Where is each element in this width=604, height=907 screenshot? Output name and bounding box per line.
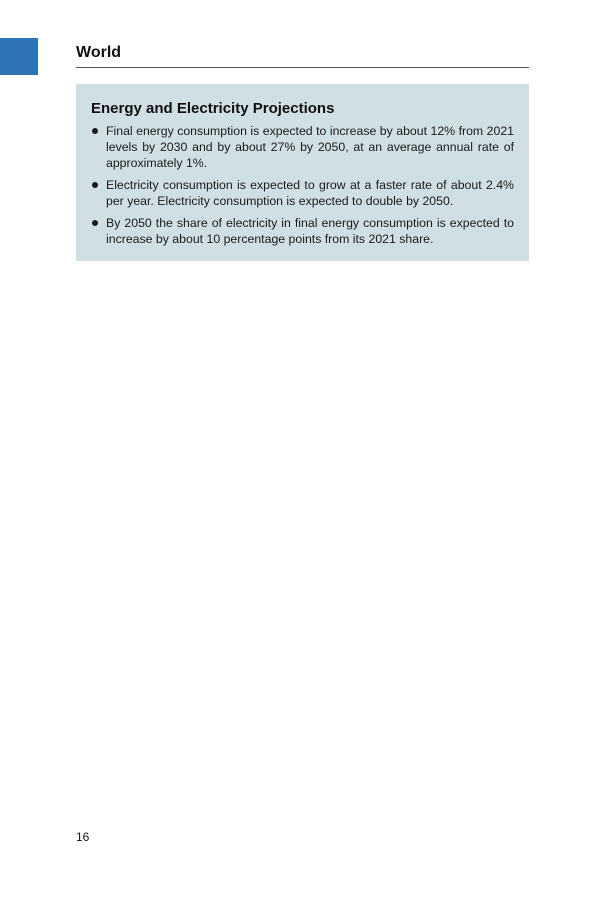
bullet-item xyxy=(91,215,514,247)
bullet-list xyxy=(91,123,514,247)
bullet-icon xyxy=(92,128,98,134)
projections-box xyxy=(76,84,529,261)
bullet-item xyxy=(91,123,514,171)
page-number: 16 xyxy=(76,830,90,844)
page-header xyxy=(76,44,529,68)
bullet-icon xyxy=(92,182,98,188)
bullet-text: Electricity consumption is expected to grow at a faster rate of about 2.4% per year. Electricity consumption is expected to double by 2050. xyxy=(106,178,514,208)
box-title: Energy and Electricity Projections xyxy=(91,100,335,117)
bullet-text: By 2050 the share of electricity in final energy consumption is expected to increase by about 10 percentage points from its 2021 share. xyxy=(106,216,514,246)
bullet-text: Final energy consumption is expected to increase by about 12% from 2021 levels by 2030 and by about 27% by 2050, at an average annual rate of approximately 1%. xyxy=(106,124,514,170)
bullet-item xyxy=(91,177,514,209)
page-title: World xyxy=(76,44,122,61)
bullet-icon xyxy=(92,220,98,226)
section-tab-marker xyxy=(0,38,38,75)
